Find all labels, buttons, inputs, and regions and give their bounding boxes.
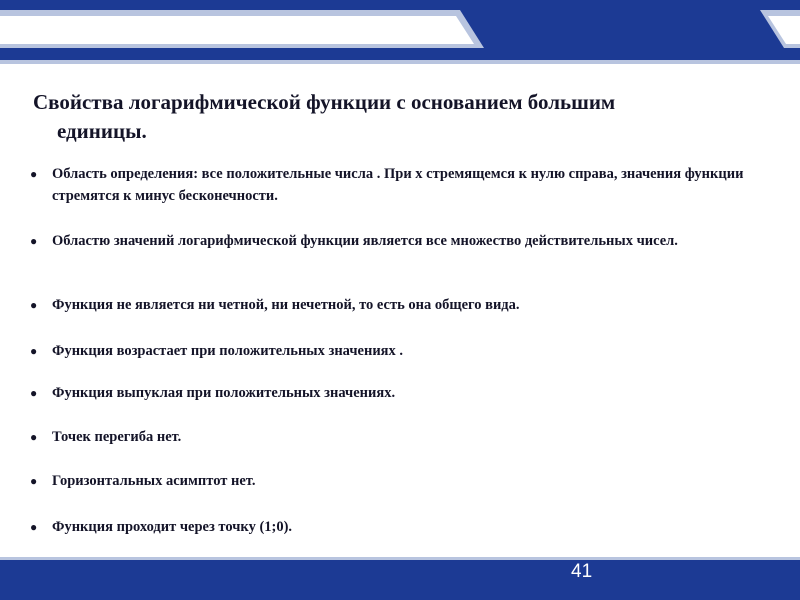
bullet-item-range [30, 230, 780, 252]
bullet-dot-icon: ● [30, 474, 38, 488]
bullet-item-convexity [30, 382, 780, 404]
slide-title-line-1: Свойства логарифмической функции с основанием большим [33, 90, 616, 114]
bullet-item-domain [30, 163, 780, 207]
bullet-text: Область определения: все положительные числа . При х стремящемся к нулю справа, значения функции стремятся к минус бесконечности. [52, 166, 744, 204]
bullet-dot-icon: ● [30, 167, 38, 181]
page-number: 41 [571, 561, 593, 582]
bullet-dot-icon: ● [30, 386, 38, 400]
bullet-item-parity [30, 294, 780, 316]
top-banner [0, 0, 800, 64]
bullet-item-monotonicity [30, 340, 780, 362]
bullet-item-inflection [30, 426, 780, 448]
bullet-text: Горизонтальных асимптот нет. [52, 473, 256, 489]
bottom-bar [0, 557, 800, 600]
slide-title-line-2: единицы. [57, 119, 147, 143]
bullet-dot-icon: ● [30, 520, 38, 534]
bullet-text: Функция не является ни четной, ни нечетной, то есть она общего вида. [52, 297, 520, 313]
slide-title [33, 88, 753, 146]
bullet-text: Функция возрастает при положительных значениях . [52, 343, 404, 359]
bullet-dot-icon: ● [30, 344, 38, 358]
bullet-item-asymptotes [30, 470, 780, 492]
bullet-dot-icon: ● [30, 298, 38, 312]
bullet-item-point [30, 516, 780, 538]
bullet-text: Функция выпуклая при положительных значениях. [52, 385, 396, 401]
bullet-text: Точек перегиба нет. [52, 429, 182, 445]
banner-white-stripe-left [0, 16, 474, 44]
bullet-text: Областю значений логарифмической функции является все множество действительных чисел. [52, 233, 678, 249]
bullet-dot-icon: ● [30, 430, 38, 444]
bullet-dot-icon: ● [30, 234, 38, 248]
bullet-text: Функция проходит через точку (1;0). [52, 519, 293, 535]
banner-bottom-edge [0, 60, 800, 64]
